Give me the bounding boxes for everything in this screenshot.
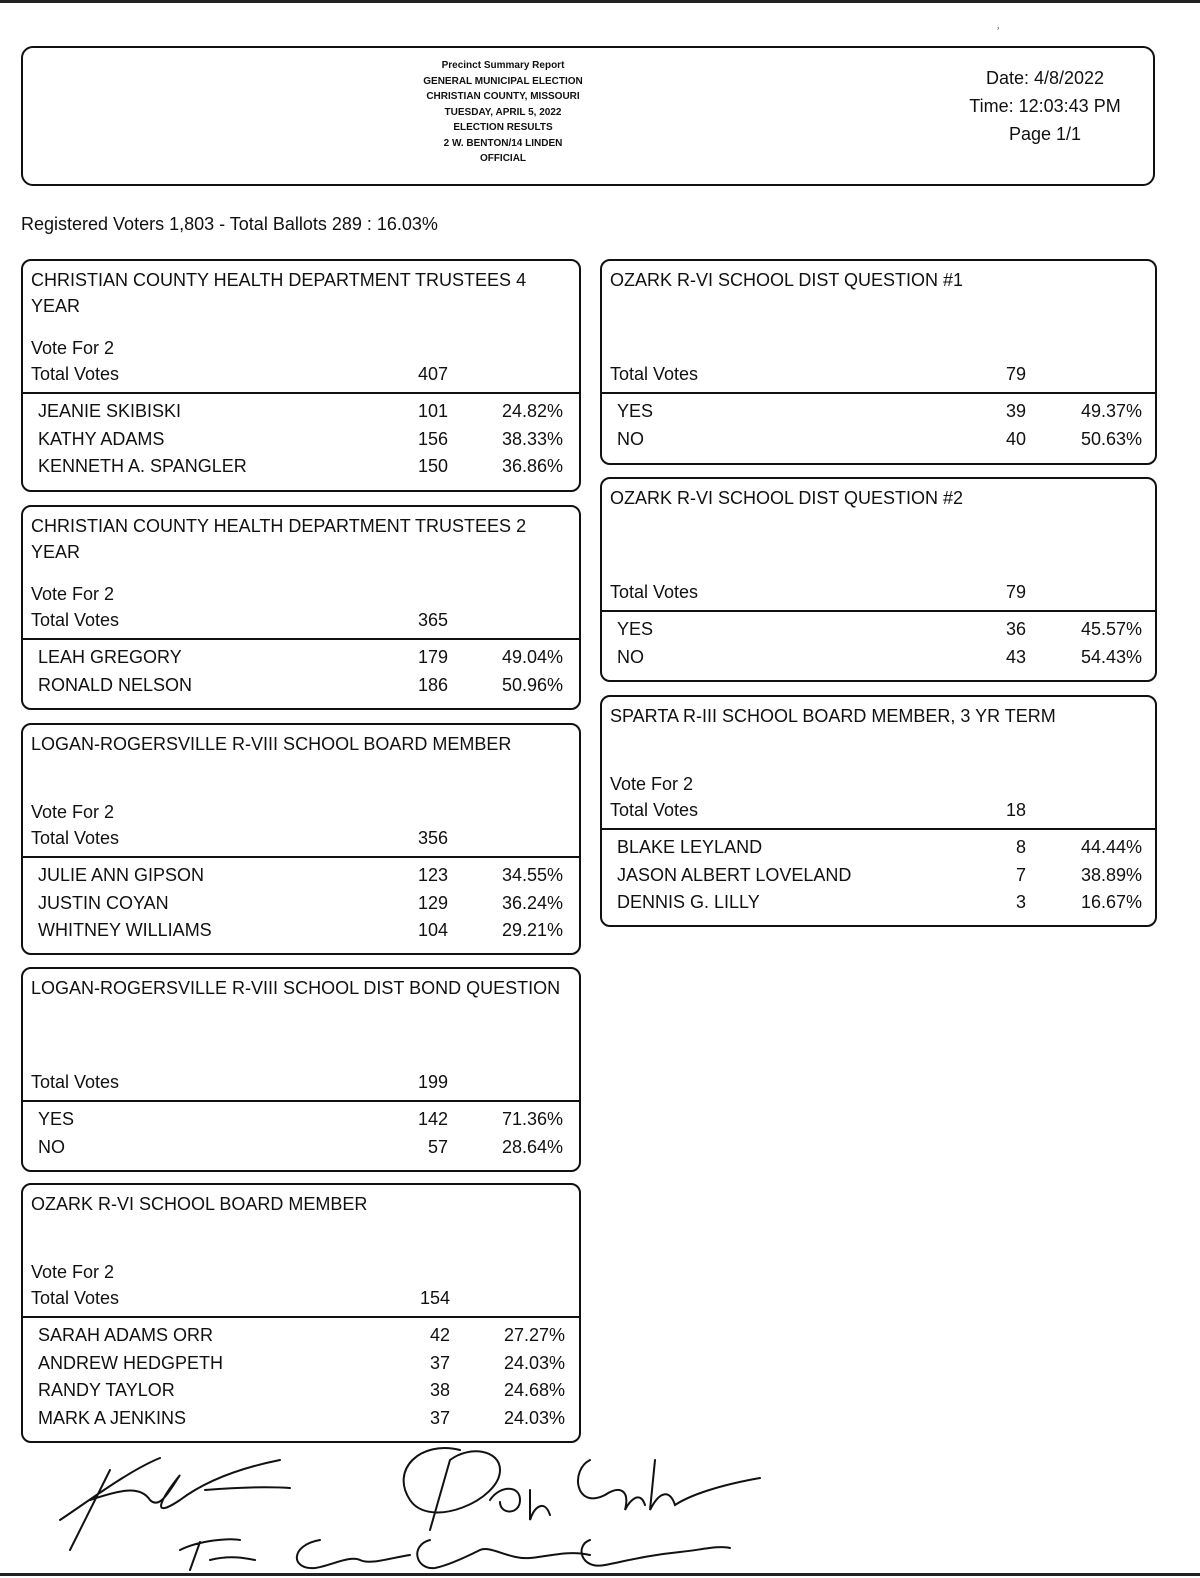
candidate-name: DENNIS G. LILLY bbox=[617, 892, 760, 912]
candidate-name: JUSTIN COYAN bbox=[38, 892, 169, 913]
contest-title: CHRISTIAN COUNTY HEALTH DEPARTMENT TRUSTEES 2 YEAR bbox=[31, 516, 527, 562]
official-label: OFFICIAL bbox=[479, 153, 527, 164]
scan-edge-bottom bbox=[0, 1573, 1200, 1576]
candidate-row bbox=[602, 426, 1155, 454]
candidate-name: LEAH GREGORY bbox=[38, 647, 182, 667]
results-label: ELECTION RESULTS bbox=[453, 122, 553, 133]
election-date: TUESDAY, APRIL 5, 2022 bbox=[444, 106, 562, 118]
election-name: GENERAL MUNICIPAL ELECTION bbox=[423, 75, 583, 87]
contest-box bbox=[21, 505, 581, 710]
contest-box bbox=[600, 477, 1157, 682]
candidate-row bbox=[23, 917, 579, 945]
scan-edge-top bbox=[0, 0, 1200, 3]
signature-strokes bbox=[60, 1448, 760, 1570]
candidate-votes: 43 bbox=[1005, 646, 1026, 667]
precinct-name: 2 W. BENTON/14 LINDEN bbox=[443, 137, 563, 149]
candidate-name: ANDREW HEDGPETH bbox=[38, 1352, 224, 1373]
total-votes-divider bbox=[23, 856, 579, 858]
candidate-percent: 50.63% bbox=[1080, 428, 1142, 449]
total-votes-label: Total Votes bbox=[31, 610, 120, 630]
vote-for-label: Vote For 2 bbox=[610, 774, 694, 794]
signatures bbox=[30, 1430, 790, 1578]
candidate-votes: 156 bbox=[417, 428, 448, 449]
total-votes-label: Total Votes bbox=[610, 582, 699, 602]
candidate-percent: 71.36% bbox=[501, 1109, 563, 1129]
report-title: Precinct Summary Report bbox=[441, 60, 565, 71]
candidate-name: BLAKE LEYLAND bbox=[617, 837, 763, 857]
candidate-row bbox=[23, 1350, 579, 1378]
total-votes-divider bbox=[23, 638, 579, 640]
candidate-row bbox=[602, 834, 1155, 862]
candidate-name: NO bbox=[617, 646, 644, 667]
candidate-percent: 34.55% bbox=[501, 865, 563, 885]
candidate-row bbox=[23, 672, 579, 700]
candidate-name: RONALD NELSON bbox=[38, 674, 193, 695]
signature-3 bbox=[180, 1539, 730, 1570]
candidate-row bbox=[23, 1377, 579, 1405]
vote-for-label: Vote For 2 bbox=[31, 584, 115, 604]
total-votes-divider bbox=[23, 1100, 579, 1102]
total-votes-value: 407 bbox=[417, 364, 448, 384]
contest-title: SPARTA R-III SCHOOL BOARD MEMBER, 3 YR TERM bbox=[610, 706, 1056, 726]
candidate-votes: 36 bbox=[1005, 619, 1026, 639]
candidate-name: JEANIE SKIBISKI bbox=[38, 401, 182, 421]
vote-for-label: Vote For 2 bbox=[31, 1262, 115, 1282]
candidate-list bbox=[602, 616, 1155, 671]
total-votes-value: 79 bbox=[1005, 582, 1026, 602]
candidate-name: YES bbox=[617, 619, 654, 639]
candidate-name: WHITNEY WILLIAMS bbox=[38, 920, 212, 940]
candidate-percent: 44.44% bbox=[1080, 837, 1142, 857]
candidate-votes: 104 bbox=[417, 920, 448, 940]
total-votes-divider bbox=[602, 610, 1155, 612]
candidate-row bbox=[23, 426, 579, 454]
total-votes-label: Total Votes bbox=[31, 1072, 120, 1092]
candidate-percent: 24.03% bbox=[503, 1352, 565, 1373]
candidate-votes: 129 bbox=[417, 892, 448, 913]
report-header bbox=[21, 46, 1155, 186]
contest-box bbox=[600, 695, 1157, 927]
candidate-votes: 142 bbox=[417, 1109, 448, 1129]
report-date: Date: 4/8/2022 bbox=[985, 68, 1105, 88]
candidate-votes: 101 bbox=[417, 401, 448, 421]
candidate-name: RANDY TAYLOR bbox=[38, 1380, 175, 1400]
candidate-name: MARK A JENKINS bbox=[38, 1407, 187, 1428]
candidate-percent: 49.37% bbox=[1080, 401, 1142, 421]
contest-title: OZARK R-VI SCHOOL DIST QUESTION #1 bbox=[610, 270, 964, 290]
total-votes-value: 18 bbox=[1005, 800, 1026, 820]
candidate-percent: 24.82% bbox=[501, 401, 563, 421]
candidate-name: JULIE ANN GIPSON bbox=[38, 865, 205, 885]
contest-title: LOGAN-ROGERSVILLE R-VIII SCHOOL BOARD MEMBER bbox=[31, 734, 512, 754]
candidate-votes: 179 bbox=[417, 647, 448, 667]
page-number: Page 1/1 bbox=[1008, 124, 1082, 144]
candidate-percent: 28.64% bbox=[501, 1136, 563, 1157]
total-votes-divider bbox=[602, 828, 1155, 830]
candidate-name: NO bbox=[617, 428, 644, 449]
candidate-percent: 45.57% bbox=[1080, 619, 1142, 639]
candidate-row bbox=[602, 889, 1155, 917]
total-votes-value: 199 bbox=[417, 1072, 448, 1092]
candidate-percent: 38.89% bbox=[1080, 864, 1142, 885]
registered-voters-summary: Registered Voters 1,803 - Total Ballots 289 : 16.03% bbox=[21, 214, 438, 234]
candidate-name: YES bbox=[617, 401, 654, 421]
candidate-percent: 24.68% bbox=[503, 1380, 565, 1400]
candidate-name: YES bbox=[38, 1109, 75, 1129]
candidate-percent: 49.04% bbox=[501, 647, 563, 667]
signature-2 bbox=[404, 1448, 760, 1530]
contest-title: OZARK R-VI SCHOOL BOARD MEMBER bbox=[31, 1194, 368, 1214]
candidate-percent: 36.24% bbox=[501, 892, 563, 913]
candidate-list bbox=[23, 1322, 579, 1432]
total-votes-label: Total Votes bbox=[31, 1288, 120, 1308]
total-votes-divider bbox=[23, 1316, 579, 1318]
candidate-list bbox=[23, 1106, 579, 1161]
total-votes-value: 365 bbox=[417, 610, 448, 630]
candidate-percent: 50.96% bbox=[501, 674, 563, 695]
candidate-name: SARAH ADAMS ORR bbox=[38, 1325, 214, 1345]
candidate-row bbox=[602, 644, 1155, 672]
candidate-row bbox=[602, 862, 1155, 890]
candidate-votes: 123 bbox=[417, 865, 448, 885]
contest-box bbox=[21, 723, 581, 955]
candidate-votes: 8 bbox=[1015, 837, 1026, 857]
candidate-votes: 40 bbox=[1005, 428, 1026, 449]
total-votes-label: Total Votes bbox=[610, 364, 699, 384]
vote-for-label: Vote For 2 bbox=[31, 338, 115, 358]
candidate-row bbox=[602, 616, 1155, 644]
candidate-votes: 37 bbox=[429, 1407, 450, 1428]
candidate-list bbox=[23, 644, 579, 699]
contest-title: LOGAN-ROGERSVILLE R-VIII SCHOOL DIST BOND QUESTION bbox=[31, 978, 561, 998]
candidate-votes: 39 bbox=[1005, 401, 1026, 421]
candidate-row bbox=[23, 1134, 579, 1162]
contest-box bbox=[21, 259, 581, 492]
candidate-percent: 38.33% bbox=[501, 428, 563, 449]
candidate-votes: 37 bbox=[429, 1352, 450, 1373]
candidate-list bbox=[23, 398, 579, 481]
report-title-block bbox=[383, 58, 623, 167]
candidate-votes: 3 bbox=[1015, 892, 1026, 912]
candidate-percent: 54.43% bbox=[1080, 646, 1142, 667]
total-votes-divider bbox=[602, 392, 1155, 394]
total-votes-value: 154 bbox=[419, 1288, 450, 1308]
candidate-votes: 150 bbox=[417, 456, 448, 476]
total-votes-label: Total Votes bbox=[610, 800, 699, 820]
contest-box bbox=[21, 1183, 581, 1443]
candidate-name: KATHY ADAMS bbox=[38, 428, 165, 449]
signature-1 bbox=[60, 1458, 290, 1550]
total-votes-divider bbox=[23, 392, 579, 394]
candidate-row bbox=[602, 398, 1155, 426]
scan-speck: ˒ bbox=[996, 18, 1001, 33]
candidate-votes: 42 bbox=[429, 1325, 450, 1345]
candidate-row bbox=[23, 890, 579, 918]
report-meta bbox=[945, 64, 1145, 148]
county-name: CHRISTIAN COUNTY, MISSOURI bbox=[426, 91, 580, 102]
candidate-list bbox=[602, 398, 1155, 453]
candidate-votes: 38 bbox=[429, 1380, 450, 1400]
candidate-row bbox=[23, 398, 579, 426]
candidate-percent: 27.27% bbox=[503, 1325, 565, 1345]
candidate-percent: 36.86% bbox=[501, 456, 563, 476]
candidate-row bbox=[23, 862, 579, 890]
contest-title: CHRISTIAN COUNTY HEALTH DEPARTMENT TRUSTEES 4 YEAR bbox=[31, 270, 527, 316]
candidate-row bbox=[23, 1322, 579, 1350]
candidate-row bbox=[23, 644, 579, 672]
total-votes-value: 356 bbox=[417, 828, 448, 848]
candidate-row bbox=[23, 1106, 579, 1134]
candidate-votes: 57 bbox=[427, 1136, 448, 1157]
candidate-votes: 7 bbox=[1015, 864, 1026, 885]
candidate-row bbox=[23, 453, 579, 481]
candidate-percent: 24.03% bbox=[503, 1407, 565, 1428]
candidate-percent: 29.21% bbox=[501, 920, 563, 940]
candidate-percent: 16.67% bbox=[1080, 892, 1142, 912]
report-time: Time: 12:03:43 PM bbox=[969, 96, 1121, 116]
candidate-votes: 186 bbox=[417, 674, 448, 695]
candidate-row bbox=[23, 1405, 579, 1433]
contest-box bbox=[600, 259, 1157, 465]
vote-for-label: Vote For 2 bbox=[31, 802, 115, 822]
candidate-list bbox=[23, 862, 579, 945]
candidate-list bbox=[602, 834, 1155, 917]
total-votes-label: Total Votes bbox=[31, 364, 120, 384]
total-votes-value: 79 bbox=[1005, 364, 1026, 384]
contest-title: OZARK R-VI SCHOOL DIST QUESTION #2 bbox=[610, 488, 964, 508]
contest-box bbox=[21, 967, 581, 1172]
total-votes-label: Total Votes bbox=[31, 828, 120, 848]
candidate-name: JASON ALBERT LOVELAND bbox=[617, 864, 852, 885]
candidate-name: NO bbox=[38, 1136, 65, 1157]
candidate-name: KENNETH A. SPANGLER bbox=[38, 456, 247, 476]
